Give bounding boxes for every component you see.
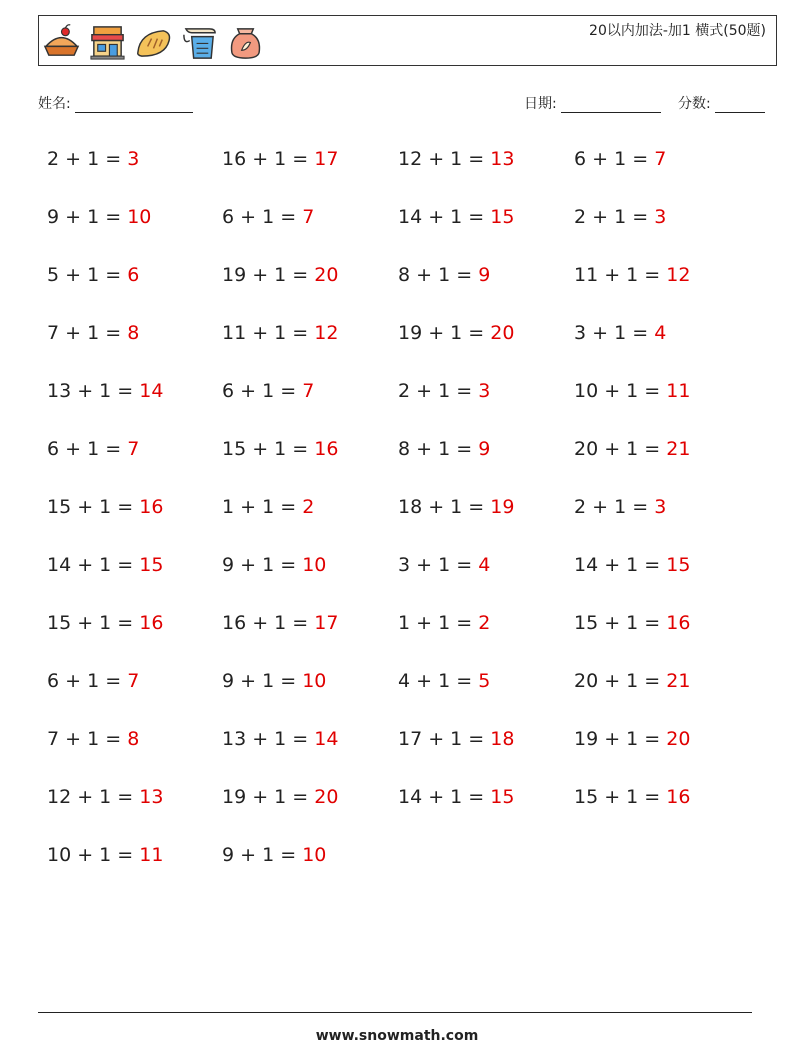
problem-item	[47, 612, 163, 634]
problem-question: 6 + 1 =	[574, 148, 655, 170]
problem-question: 15 + 1 =	[47, 496, 140, 518]
problem-question: 14 + 1 =	[398, 786, 491, 808]
problem-item	[47, 264, 139, 286]
name-label: 姓名:	[38, 96, 71, 112]
problem-item	[574, 554, 690, 576]
problem-item	[222, 148, 338, 170]
header-box	[38, 15, 777, 66]
problem-item	[222, 322, 338, 344]
problem-item	[47, 728, 139, 750]
problem-item	[398, 148, 514, 170]
problem-question: 20 + 1 =	[574, 438, 667, 460]
problem-answer: 3	[654, 496, 667, 518]
problem-answer: 16	[139, 496, 164, 518]
problem-answer: 7	[127, 670, 140, 692]
problem-answer: 13	[490, 148, 515, 170]
problem-question: 17 + 1 =	[398, 728, 491, 750]
problem-answer: 12	[314, 322, 339, 344]
drink-cup-icon	[180, 23, 219, 62]
problem-answer: 21	[666, 438, 691, 460]
problem-item	[222, 786, 338, 808]
problem-answer: 18	[490, 728, 515, 750]
problem-answer: 14	[314, 728, 339, 750]
score-field	[678, 93, 765, 113]
problem-answer: 19	[490, 496, 515, 518]
problem-item	[398, 438, 490, 460]
problem-item	[47, 322, 139, 344]
problem-answer: 16	[666, 786, 691, 808]
problem-item	[222, 496, 314, 518]
footer-url: www.snowmath.com	[315, 1028, 479, 1044]
problem-question: 5 + 1 =	[47, 264, 128, 286]
problem-answer: 10	[127, 206, 152, 228]
problem-question: 7 + 1 =	[47, 322, 128, 344]
problem-question: 19 + 1 =	[222, 786, 315, 808]
problem-item	[222, 438, 338, 460]
problem-item	[47, 554, 163, 576]
problem-question: 8 + 1 =	[398, 264, 479, 286]
problem-item	[574, 206, 666, 228]
problem-answer: 6	[127, 264, 140, 286]
score-blank[interactable]	[715, 98, 765, 113]
problem-question: 3 + 1 =	[574, 322, 655, 344]
problem-question: 9 + 1 =	[222, 670, 303, 692]
problem-answer: 10	[302, 670, 327, 692]
problem-question: 19 + 1 =	[574, 728, 667, 750]
problem-question: 2 + 1 =	[398, 380, 479, 402]
problem-question: 6 + 1 =	[47, 670, 128, 692]
problem-answer: 12	[666, 264, 691, 286]
problem-item	[398, 612, 490, 634]
problem-question: 9 + 1 =	[222, 554, 303, 576]
problem-question: 13 + 1 =	[222, 728, 315, 750]
problem-item	[222, 206, 314, 228]
problem-question: 15 + 1 =	[574, 786, 667, 808]
problem-item	[222, 670, 326, 692]
problem-question: 10 + 1 =	[47, 844, 140, 866]
problem-answer: 15	[666, 554, 691, 576]
date-label: 日期:	[524, 96, 557, 112]
problem-item	[574, 728, 690, 750]
problem-item	[398, 206, 514, 228]
problem-item	[222, 554, 326, 576]
problem-question: 14 + 1 =	[47, 554, 140, 576]
problem-item	[574, 612, 690, 634]
problem-question: 1 + 1 =	[222, 496, 303, 518]
problem-question: 6 + 1 =	[222, 380, 303, 402]
problem-answer: 3	[478, 380, 491, 402]
problem-question: 11 + 1 =	[574, 264, 667, 286]
problem-answer: 8	[127, 728, 140, 750]
problem-question: 7 + 1 =	[47, 728, 128, 750]
problem-item	[398, 728, 514, 750]
problem-item	[398, 322, 514, 344]
problem-item	[47, 380, 163, 402]
problem-question: 8 + 1 =	[398, 438, 479, 460]
problem-item	[47, 438, 139, 460]
problem-answer: 20	[314, 786, 339, 808]
problem-question: 6 + 1 =	[222, 206, 303, 228]
problem-question: 12 + 1 =	[398, 148, 491, 170]
problem-answer: 20	[314, 264, 339, 286]
problem-item	[574, 670, 690, 692]
score-label: 分数:	[678, 96, 711, 112]
problem-item	[222, 728, 338, 750]
problem-answer: 17	[314, 612, 339, 634]
problem-question: 16 + 1 =	[222, 612, 315, 634]
problem-question: 4 + 1 =	[398, 670, 479, 692]
problem-item	[47, 206, 151, 228]
problem-answer: 2	[478, 612, 491, 634]
problem-item	[574, 786, 690, 808]
problem-question: 9 + 1 =	[47, 206, 128, 228]
problem-answer: 16	[314, 438, 339, 460]
problem-item	[222, 612, 338, 634]
problem-answer: 4	[654, 322, 667, 344]
problem-question: 16 + 1 =	[222, 148, 315, 170]
problem-item	[222, 380, 314, 402]
problem-question: 20 + 1 =	[574, 670, 667, 692]
problem-item	[47, 844, 163, 866]
problem-item	[47, 148, 139, 170]
problem-item	[398, 496, 514, 518]
problem-answer: 4	[478, 554, 491, 576]
problem-answer: 2	[302, 496, 315, 518]
worksheet-title: 20以内加法-加1 横式(50题)	[589, 23, 766, 39]
problem-question: 14 + 1 =	[398, 206, 491, 228]
problem-item	[398, 264, 490, 286]
date-field	[524, 93, 661, 113]
problem-item	[398, 380, 490, 402]
name-field	[38, 93, 193, 113]
problem-answer: 9	[478, 438, 491, 460]
problem-item	[398, 670, 490, 692]
date-blank[interactable]	[561, 98, 661, 113]
problem-answer: 3	[654, 206, 667, 228]
problem-question: 13 + 1 =	[47, 380, 140, 402]
problem-answer: 20	[490, 322, 515, 344]
problem-question: 15 + 1 =	[222, 438, 315, 460]
problem-answer: 9	[478, 264, 491, 286]
name-blank[interactable]	[75, 98, 193, 113]
problem-item	[398, 786, 514, 808]
problem-item	[47, 670, 139, 692]
flour-sack-icon	[226, 23, 265, 62]
problem-answer: 7	[654, 148, 667, 170]
problem-item	[574, 322, 666, 344]
problem-question: 3 + 1 =	[398, 554, 479, 576]
problem-question: 19 + 1 =	[222, 264, 315, 286]
pie-icon	[42, 23, 81, 62]
problem-question: 9 + 1 =	[222, 844, 303, 866]
problem-answer: 13	[139, 786, 164, 808]
problem-item	[47, 496, 163, 518]
problem-answer: 15	[139, 554, 164, 576]
problem-question: 11 + 1 =	[222, 322, 315, 344]
problem-item	[222, 264, 338, 286]
problem-answer: 5	[478, 670, 491, 692]
problem-question: 2 + 1 =	[47, 148, 128, 170]
problem-item	[574, 496, 666, 518]
problem-question: 10 + 1 =	[574, 380, 667, 402]
problem-answer: 16	[666, 612, 691, 634]
problem-answer: 20	[666, 728, 691, 750]
problem-question: 15 + 1 =	[574, 612, 667, 634]
problem-answer: 7	[302, 380, 315, 402]
problem-question: 12 + 1 =	[47, 786, 140, 808]
problem-question: 2 + 1 =	[574, 496, 655, 518]
problem-item	[222, 844, 326, 866]
problem-item	[574, 438, 690, 460]
problem-answer: 16	[139, 612, 164, 634]
problem-question: 19 + 1 =	[398, 322, 491, 344]
shop-icon	[88, 23, 127, 62]
problem-answer: 17	[314, 148, 339, 170]
problem-item	[574, 264, 690, 286]
problem-answer: 11	[139, 844, 164, 866]
bread-icon	[134, 23, 173, 62]
problem-answer: 21	[666, 670, 691, 692]
problem-question: 2 + 1 =	[574, 206, 655, 228]
footer-rule	[38, 1012, 752, 1013]
problem-question: 1 + 1 =	[398, 612, 479, 634]
problem-answer: 11	[666, 380, 691, 402]
problem-item	[398, 554, 490, 576]
problem-answer: 7	[127, 438, 140, 460]
problem-question: 6 + 1 =	[47, 438, 128, 460]
problem-question: 18 + 1 =	[398, 496, 491, 518]
problem-answer: 15	[490, 206, 515, 228]
problem-item	[574, 380, 690, 402]
problem-answer: 10	[302, 554, 327, 576]
problem-question: 15 + 1 =	[47, 612, 140, 634]
problem-answer: 10	[302, 844, 327, 866]
problem-question: 14 + 1 =	[574, 554, 667, 576]
icon-strip	[42, 23, 265, 62]
problem-answer: 8	[127, 322, 140, 344]
problem-answer: 14	[139, 380, 164, 402]
problem-answer: 7	[302, 206, 315, 228]
problem-item	[47, 786, 163, 808]
problem-item	[574, 148, 666, 170]
problem-answer: 3	[127, 148, 140, 170]
problem-answer: 15	[490, 786, 515, 808]
